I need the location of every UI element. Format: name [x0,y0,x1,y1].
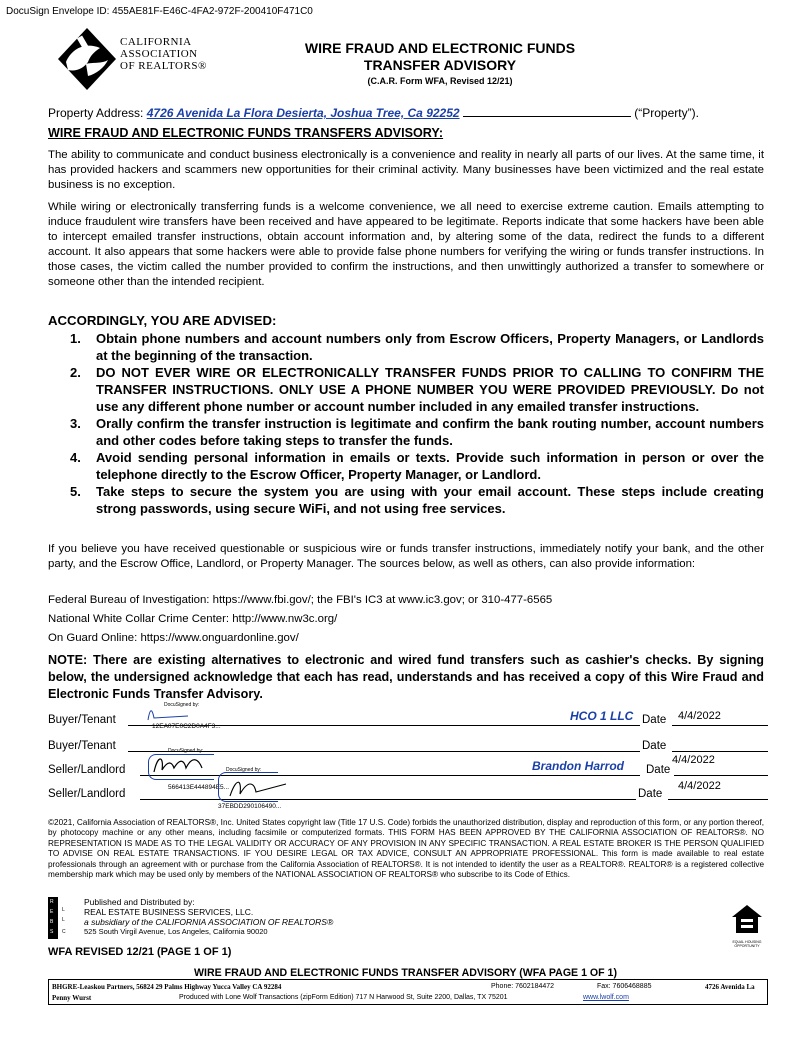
signature-row-seller1 [48,748,768,791]
paragraph-suspicious: If you believe you have received questionable or suspicious wire or funds transfer instructions, immediately notify your bank, and the other party, and the Escrow Office, Landlord, or Property Manager. The sources below, as well as others, can also provide information: [48,543,764,570]
property-address-line [48,106,778,120]
car-logo [56,26,216,92]
signature-row-seller2 [48,767,768,810]
footer-fax: Fax: 7606468885 [597,983,652,990]
signer-name[interactable]: HCO 1 LLC [570,709,634,723]
advice-text: DO NOT EVER WIRE OR ELECTRONICALLY TRANSFER FUNDS PRIOR TO CALLING TO CONFIRM THE TRANSFER INSTRUCTIONS. ONLY USE A PHONE NUMBER YOU WERE PROVIDED PREVIOUSLY. Do not use any different phone number or account number included in any emailed transfer instructions. [96,365,764,414]
date-value[interactable]: 4/4/2022 [672,754,715,766]
publisher-line: Published and Distributed by: [84,897,195,907]
advice-text: Take steps to secure the system you are using with your email account. These steps include creating strong passwords, using secure WiFi, and not using free services. [96,484,764,516]
property-suffix: (“Property”). [634,106,699,120]
date-label: Date [642,714,667,726]
footer-url-link[interactable]: www.lwolf.com [583,994,629,1001]
footer-broker: BHGRE-Leaskou Partners, 56824 29 Palms Highway Yucca Valley CA 92284 [52,983,282,991]
publisher-line: 525 South Virgil Avenue, Los Angeles, California 90020 [84,927,268,936]
signature-line [140,799,636,800]
date-line [668,799,768,800]
copyright-notice: ©2021, California Association of REALTORS®, Inc. United States copyright law (Title 17 U.S. Code) forbids the unauthorized distribution, display and reproduction of this form, or any portion thereof, by photocopy machine or any other means, including facsimile or computerized formats. THIS FORM HAS BEEN APPROVED BY THE CALIFORNIA ASSOCIATION OF REALTORS®. NO REPRESENTATION IS MADE AS TO THE LEGAL VALIDITY OR ACCURACY OF ANY PROVISION IN ANY SPECIFIC TRANSACTION. A REAL ESTATE BROKER IS THE PERSON QUALIFIED TO ADVISE ON REAL ESTATE TRANSACTIONS. IF YOU DESIRE LEGAL OR TAX ADVICE, CONSULT AN APPROPRIATE PROFESSIONAL. This form is made available to real estate professionals through an agreement with or purchase from the California Association of REALTORS®. It is not intended to identify the user as a REALTOR®. REALTOR® is a registered collective membership mark which may be used only by members of the NATIONAL ASSOCIATION OF REALTORS® who subscribe to its Code of Ethics. [48,818,764,880]
docusign-id: 37EBDD290106490... [218,803,282,810]
docusigned-tag: DocuSigned by: [164,702,200,708]
date-value[interactable]: 4/4/2022 [678,710,721,722]
advice-item [70,415,764,449]
signature-row-buyer1 [48,702,768,730]
signature-image-seller2 [226,774,296,800]
property-address-underline [463,107,631,117]
docusigned-tag: DocuSigned by: [226,767,262,773]
property-label: Property Address: [48,106,144,120]
california-bear-logo-icon [56,26,118,92]
advice-text: Obtain phone numbers and account numbers only from Escrow Officers, Property Managers, or Landlords at the beginning of the transaction. [96,331,764,363]
docusign-id: 12EA07E0C2D0A4F3... [152,723,221,730]
equal-housing-label: EQUAL HOUSING OPPORTUNITY [732,940,762,948]
form-title [250,40,630,86]
footer-agent: Penny Wurst [52,994,92,1002]
advice-text: Avoid sending personal information in emails or texts. Provide such information in person or over the telephone directly to the Escrow Officer, Property Manager, or Landlord. [96,450,764,482]
section-heading: WIRE FRAUD AND ELECTRONIC FUNDS TRANSFERS ADVISORY: [48,126,444,140]
signature-row-buyer2 [48,734,768,754]
rebs-logo [48,897,78,939]
rebs-side-letter: L [62,907,65,913]
footer-ref: 4726 Avenida La [705,983,755,991]
docusigned-tag: DocuSigned by: [168,748,204,754]
advised-heading: ACCORDINGLY, YOU ARE ADVISED: [48,313,277,328]
date-value[interactable]: 4/4/2022 [678,780,721,792]
property-address-field[interactable]: 4726 Avenida La Flora Desierta, Joshua Tree, Ca 92252 [146,106,460,120]
rebs-side-letter: L [62,917,65,923]
date-line [674,775,768,776]
rebs-letter: B [50,919,54,925]
logo-text-line3: OF REALTORS® [120,60,207,72]
advice-number: 1. [70,331,81,346]
date-label: Date [646,764,671,776]
publisher-block [84,897,333,937]
paragraph-intro: The ability to communicate and conduct business electronically is a convenience and reality in nearly all parts of our lives. At the same time, it has provided hackers and scammers new opportunities for their criminal activity. Many businesses have been victimized and the real estate business is no exception. [48,149,764,191]
advice-item [70,449,764,483]
signature-label: Buyer/Tenant [48,714,116,726]
paragraph-wiring: While wiring or electronically transferring funds is a welcome convenience, we all need to exercise extreme caution. Emails attempting to induce fraudulent wire transfers have been received and have appeared to be legitimate. Reports indicate that some hackers have been able to intercept emailed transfer instructions, obtain account information and, by altering some of the data, redirect the funds to a different account. It also appears that some hackers were able to provide false phone numbers for verifying the wiring or funds transfer instructions. In those cases, the victim called the number provided to confirm the instructions, and then unwittingly authorized a transfer to somewhere or someone other than the intended recipient. [48,201,764,288]
date-label: Date [638,788,663,800]
signature-label: Buyer/Tenant [48,740,116,752]
footer-box [48,979,768,1005]
advice-number: 3. [70,416,81,431]
date-line [672,725,768,726]
footer-produced: Produced with Lone Wolf Transactions (zipForm Edition) 717 N Harwood St, Suite 2200, Dallas, TX 75201 [179,994,508,1001]
envelope-id: DocuSign Envelope ID: 455AE81F-E46C-4FA2-972F-200410F471C0 [6,6,313,17]
signature-image-seller1 [152,752,216,778]
advice-list [70,330,764,517]
footer-title: WIRE FRAUD AND ELECTRONIC FUNDS TRANSFER ADVISORY (WFA PAGE 1 OF 1) [194,967,617,979]
advice-item [70,483,764,517]
logo-text-line2: ASSOCIATION [120,48,198,60]
rebs-letter: R [50,899,54,905]
advice-item [70,330,764,364]
logo-text-line1: CALIFORNIA [120,36,192,48]
info-onguard: On Guard Online: https://www.onguardonline.gov/ [48,632,299,644]
note-paragraph: NOTE: There are existing alternatives to electronic and wired fund transfers such as cashier's checks. By signing below, the undersigned acknowledge that each has read, understands and has received a copy of this Wire Fraud and Electronic Funds Transfer Advisory. [48,653,764,701]
advice-text: Orally confirm the transfer instruction is legitimate and confirm the bank routing number, account numbers and other codes before taking steps to transfer the funds. [96,416,764,448]
equal-housing-logo [730,903,764,948]
advice-number: 4. [70,450,81,465]
signer-name[interactable]: Brandon Harrod [532,759,625,773]
rebs-letter: S [50,929,54,935]
publisher-line: REAL ESTATE BUSINESS SERVICES, LLC. [84,907,254,917]
docusign-id: 566413E444894E5... [168,784,230,791]
wfa-revision: WFA REVISED 12/21 (PAGE 1 OF 1) [48,946,232,958]
info-fbi: Federal Bureau of Investigation: https://www.fbi.gov/; the FBI's IC3 at www.ic3.gov; or 310-477-6565 [48,594,553,606]
signature-label: Seller/Landlord [48,764,126,776]
info-nw3c: National White Collar Crime Center: http://www.nw3c.org/ [48,613,338,625]
title-form-id: (C.A.R. Form WFA, Revised 12/21) [367,76,513,86]
equal-housing-icon [730,903,764,935]
date-label: Date [642,740,667,752]
advice-number: 5. [70,484,81,499]
rebs-side-letter: C [62,929,66,935]
advice-number: 2. [70,365,81,380]
advice-item [70,364,764,415]
date-line [672,751,768,752]
signature-image-buyer1 [144,704,204,724]
signature-label: Seller/Landlord [48,788,126,800]
footer-phone: Phone: 7602184472 [491,983,555,990]
publisher-line: a subsidiary of the CALIFORNIA ASSOCIATION OF REALTORS® [84,917,334,927]
rebs-letter: E [50,909,54,915]
title-line1: WIRE FRAUD AND ELECTRONIC FUNDS [304,40,576,56]
title-line2: TRANSFER ADVISORY [363,57,517,73]
